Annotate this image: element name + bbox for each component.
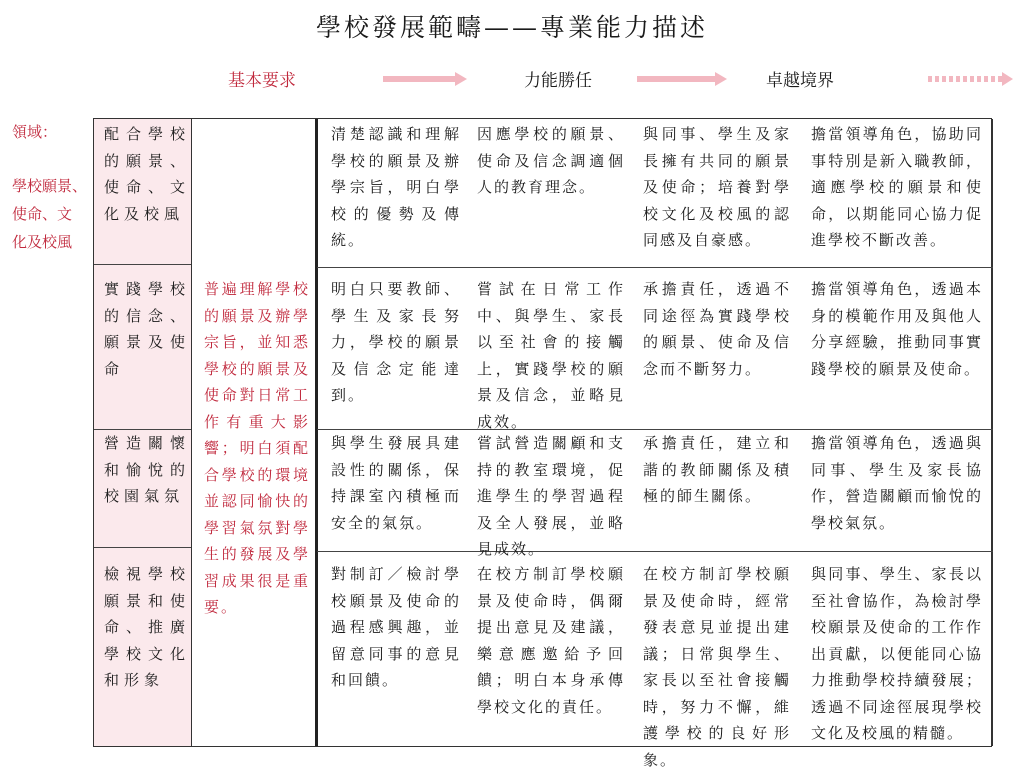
competent-stage-2-cell: 在校方制訂學校願景及使命時，偶爾提出意見及建議，樂意應邀給予回饋；明白本身承傳學校文化的責任。 — [477, 565, 625, 716]
competent-stage-2-cell: 嘗試營造關顧和支持的教室環境，促進學生的學習過程及全人發展，並略見成效。 — [477, 434, 625, 558]
category-cell: 營造關懷和愉悅的校園氣氛 — [104, 434, 190, 505]
domain-name-line: 化及校風 — [12, 233, 73, 251]
domain-name-line: 學校願景、 — [12, 177, 88, 195]
competency-table — [93, 118, 992, 769]
domain-label: 領域： — [12, 123, 58, 141]
stage-basic-label: 基本要求 — [228, 71, 296, 91]
dashed-arrow-right-icon — [928, 74, 1014, 84]
excellent-stage-1-cell: 承擔責任，透過不同途徑為實踐學校的願景、使命及信念而不斷努力。 — [643, 280, 791, 378]
competent-stage-2-cell: 因應學校的願景、使命及信念調適個人的教育理念。 — [477, 125, 625, 196]
stage-excellent-label: 卓越境界 — [766, 71, 834, 91]
competent-stage-1-cell: 對制訂／檢討學校願景及使命的過程感興趣，並留意同事的意見和回饋。 — [331, 565, 461, 689]
domain-name-line: 使命、文 — [12, 205, 73, 223]
excellent-stage-2-cell: 與同事、學生、家長以至社會協作，為檢討學校願景及使命的工作作出貢獻，以便能同心協力推動學校持續發展；透過不同途徑展現學校文化及校風的精髓。 — [811, 565, 983, 742]
competent-stage-1-cell: 與學生發展具建設性的關係，保持課室內積極而安全的氣氛。 — [331, 434, 461, 532]
category-cell: 配合學校的願景、使命、文化及校風 — [104, 125, 190, 223]
category-cell: 檢視學校願景和使命、推廣學校文化和形象 — [104, 565, 190, 689]
page-title: 學校發展範疇——專業能力描述 — [315, 13, 708, 42]
excellent-stage-2-cell: 擔當領導角色，協助同事特別是新入職教師，適應學校的願景和使命，以期能同心協力促進學校不斷改善。 — [811, 125, 983, 249]
excellent-stage-1-cell: 與同事、學生及家長擁有共同的願景及使命；培養對學校文化及校風的認同感及自豪感。 — [643, 125, 791, 249]
competent-stage-1-cell: 清楚認識和理解學校的願景及辦學宗旨，明白學校的優勢及傳統。 — [331, 125, 461, 249]
basic-requirement-text: 普遍理解學校的願景及辦學宗旨，並知悉學校的願景及使命對日常工作有重大影響；明白須配合學校的環境並認同愉快的學習氣氛對學生的發展及學習成果很是重要。 — [204, 280, 310, 616]
competent-stage-2-cell: 嘗試在日常工作中、與學生、家長以至社會的接觸上，實踐學校的願景及信念，並略見成效。 — [477, 280, 625, 431]
excellent-stage-1-cell: 承擔責任，建立和諧的教師關係及積極的師生關係。 — [643, 434, 791, 505]
excellent-stage-2-cell: 擔當領導角色，透過與同事、學生及家長協作，營造關顧而愉悅的學校氣氛。 — [811, 434, 983, 532]
excellent-stage-1-cell: 在校方制訂學校願景及使命時，經常發表意見並提出建議；日常與學生、家長以至社會接觸時，努力不懈，維護學校的良好形象。 — [643, 565, 791, 769]
arrow-right-icon — [383, 72, 467, 86]
stage-competent-label: 力能勝任 — [524, 71, 592, 91]
competent-stage-1-cell: 明白只要教師、學生及家長努力，學校的願景及信念定能達到。 — [331, 280, 461, 404]
category-cell: 實踐學校的信念、願景及使命 — [104, 280, 190, 378]
arrow-right-icon — [637, 72, 727, 86]
excellent-stage-2-cell: 擔當領導角色，透過本身的模範作用及與他人分享經驗，推動同事實踐學校的願景及使命。 — [811, 280, 983, 378]
